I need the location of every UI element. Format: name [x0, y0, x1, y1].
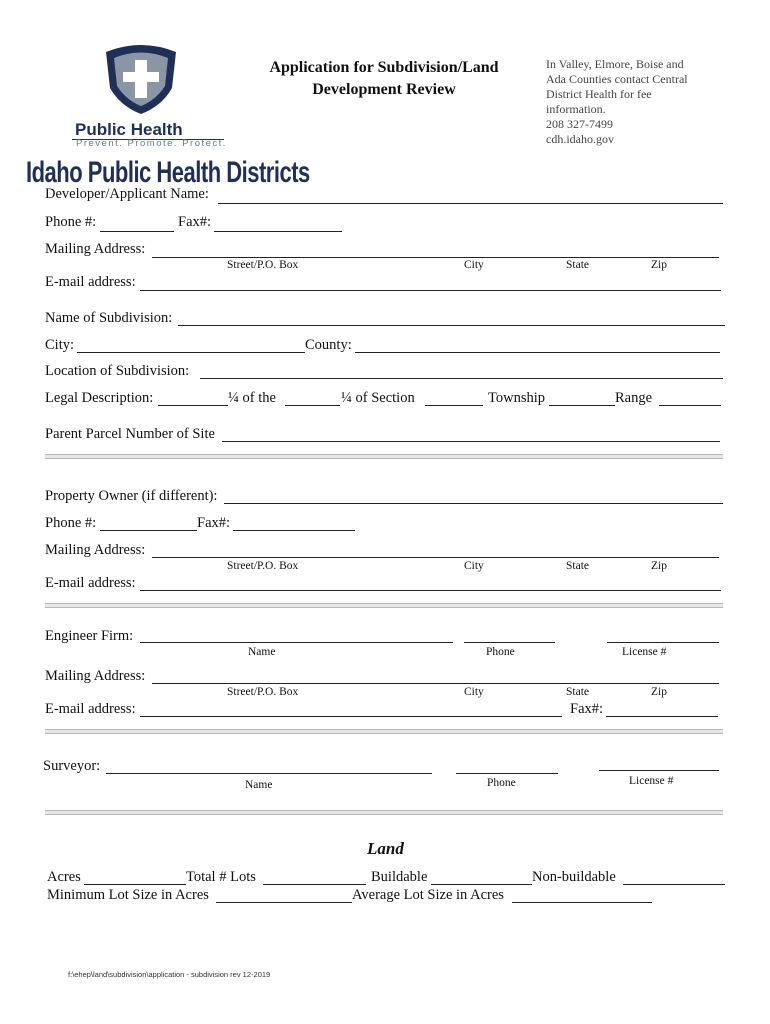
parcel-number-label: Parent Parcel Number of Site: [45, 426, 215, 442]
location-label: Location of Subdivision:: [45, 363, 190, 379]
title-line-2: Development Review: [312, 81, 456, 98]
developer-mailing-label: Mailing Address:: [45, 241, 146, 257]
total-lots-label: Total # Lots: [186, 869, 256, 885]
avg-lot-size-field[interactable]: [512, 902, 652, 903]
idaho-public-health-districts: Idaho Public Health Districts: [26, 155, 310, 189]
range-label: Range: [615, 390, 653, 406]
owner-email-field[interactable]: [140, 590, 721, 591]
owner-email-label: E-mail address:: [45, 575, 136, 591]
sub-label-city: City: [464, 686, 484, 698]
total-lots-field[interactable]: [263, 884, 366, 885]
developer-name-label: Developer/Applicant Name:: [45, 186, 209, 202]
section-divider: [45, 729, 723, 734]
developer-email-field[interactable]: [140, 290, 721, 291]
county-label: County:: [305, 337, 352, 353]
engineer-email-field[interactable]: [140, 716, 562, 717]
sub-label-city: City: [464, 259, 484, 271]
developer-name-field[interactable]: [218, 203, 723, 204]
engineer-phone-field[interactable]: [464, 642, 555, 643]
contact-info: [546, 57, 688, 147]
legal-quarter-field-1[interactable]: [158, 405, 228, 406]
owner-field[interactable]: [224, 503, 723, 504]
sub-label-state: State: [566, 560, 589, 572]
surveyor-phone-field[interactable]: [456, 773, 558, 774]
sub-label-street: Street/P.O. Box: [227, 560, 299, 572]
engineer-email-label: E-mail address:: [45, 701, 136, 717]
engineer-fax-field[interactable]: [606, 716, 718, 717]
section-divider: [45, 603, 723, 608]
min-lot-size-field[interactable]: [216, 902, 352, 903]
township-label: Township: [488, 390, 545, 406]
developer-mailing-field[interactable]: [152, 257, 719, 258]
owner-mailing-label: Mailing Address:: [45, 542, 146, 558]
logo-tagline: Prevent. Promote. Protect.: [76, 138, 227, 149]
developer-fax-field[interactable]: [214, 231, 342, 232]
legal-quarter-field-2[interactable]: [285, 405, 340, 406]
subdivision-name-field[interactable]: [178, 325, 725, 326]
sub-label-zip: Zip: [651, 560, 667, 572]
avg-lot-size-label: Average Lot Size in Acres: [352, 887, 504, 903]
township-field[interactable]: [549, 405, 615, 406]
surveyor-label: Surveyor:: [43, 758, 101, 774]
sub-label-city: City: [464, 560, 484, 572]
owner-fax-field[interactable]: [233, 530, 355, 531]
location-field[interactable]: [200, 378, 723, 379]
contact-phone: 208 327-7499: [546, 117, 613, 131]
sub-label-phone: Phone: [487, 777, 516, 789]
page-title: [245, 57, 523, 101]
section-divider: [45, 454, 723, 459]
contact-website: cdh.idaho.gov: [546, 132, 614, 146]
surveyor-name-field[interactable]: [106, 773, 432, 774]
owner-phone-label: Phone #:: [45, 515, 97, 531]
range-field[interactable]: [659, 405, 721, 406]
engineer-license-field[interactable]: [607, 642, 719, 643]
sub-label-zip: Zip: [651, 686, 667, 698]
public-health-name: Public Health: [75, 120, 183, 139]
quarter-of-section-label: ¼ of Section: [341, 390, 415, 406]
engineer-fax-label: Fax#:: [570, 701, 604, 717]
engineer-mailing-field[interactable]: [152, 683, 719, 684]
sub-label-street: Street/P.O. Box: [227, 686, 299, 698]
land-heading: Land: [367, 839, 404, 858]
contact-line: In Valley, Elmore, Boise and: [546, 57, 684, 71]
buildable-field[interactable]: [431, 884, 532, 885]
sub-label-street: Street/P.O. Box: [227, 259, 299, 271]
engineer-mailing-label: Mailing Address:: [45, 668, 146, 684]
engineer-firm-label: Engineer Firm:: [45, 628, 134, 644]
legal-description-label: Legal Description:: [45, 390, 154, 406]
buildable-label: Buildable: [371, 869, 428, 885]
sub-label-zip: Zip: [651, 259, 667, 271]
acres-field[interactable]: [84, 884, 186, 885]
surveyor-license-field[interactable]: [599, 770, 719, 771]
developer-phone-field[interactable]: [100, 231, 174, 232]
sub-label-phone: Phone: [486, 646, 515, 658]
city-field[interactable]: [77, 352, 305, 353]
county-field[interactable]: [355, 352, 720, 353]
non-buildable-field[interactable]: [623, 884, 725, 885]
contact-line: information.: [546, 102, 606, 116]
contact-line: Ada Counties contact Central: [546, 72, 688, 86]
acres-label: Acres: [47, 869, 81, 885]
subdivision-name-label: Name of Subdivision:: [45, 310, 173, 326]
developer-fax-label: Fax#:: [178, 214, 212, 230]
developer-email-label: E-mail address:: [45, 274, 136, 290]
sub-label-state: State: [566, 686, 589, 698]
section-divider: [45, 810, 723, 815]
quarter-of-the-label: ¼ of the: [228, 390, 276, 406]
title-line-1: Application for Subdivision/Land: [269, 59, 499, 76]
parcel-number-field[interactable]: [222, 441, 720, 442]
shield-cross-icon: [98, 42, 184, 116]
developer-phone-label: Phone #:: [45, 214, 97, 230]
owner-mailing-field[interactable]: [152, 557, 719, 558]
non-buildable-label: Non-buildable: [532, 869, 616, 885]
section-field[interactable]: [425, 405, 483, 406]
owner-phone-field[interactable]: [100, 530, 197, 531]
footer-file-path: f:\ehep\land\subdivision\application - subdivision rev 12-2019: [68, 970, 271, 979]
sub-label-license: License #: [629, 775, 674, 787]
owner-label: Property Owner (if different):: [45, 488, 218, 504]
sub-label-name: Name: [248, 646, 276, 658]
engineer-name-field[interactable]: [140, 642, 453, 643]
sub-label-state: State: [566, 259, 589, 271]
min-lot-size-label: Minimum Lot Size in Acres: [47, 887, 209, 903]
owner-fax-label: Fax#:: [197, 515, 231, 531]
sub-label-license: License #: [622, 646, 667, 658]
sub-label-name: Name: [245, 779, 273, 791]
city-label: City:: [45, 337, 75, 353]
contact-line: District Health for fee: [546, 87, 652, 101]
